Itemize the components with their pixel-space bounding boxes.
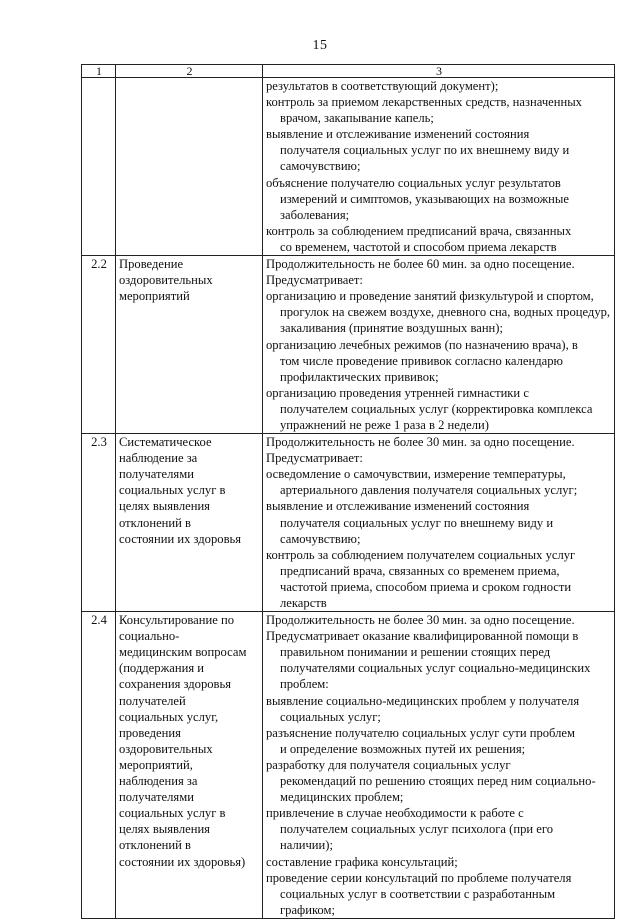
service-name-line: мероприятий <box>119 289 190 304</box>
service-description-line: заболевания; <box>280 207 350 222</box>
service-name-line: Проведение <box>119 257 184 272</box>
service-description-line: выявление социально-медицинских проблем у получателя <box>266 693 580 708</box>
service-name-line: социальных услуг в <box>119 483 226 498</box>
service-description-line: артериального давления получателя социальных услуг; <box>280 483 578 498</box>
service-description-line: организацию и проведение занятий физкультурой и спортом, <box>266 289 594 304</box>
service-name-line: состоянии их здоровья) <box>119 854 246 869</box>
service-description-line: медицинских проблем; <box>280 790 404 805</box>
service-name-line: проведения <box>119 725 181 740</box>
page-number: 15 <box>312 38 328 53</box>
service-description-line: упражнений не реже 1 раза в 2 недели) <box>280 417 489 432</box>
service-description-line: проблем: <box>280 677 329 692</box>
service-name-line: получателей <box>119 693 186 708</box>
table-header-row <box>82 65 615 78</box>
service-description-line: осведомление о самочувствии, измерение температуры, <box>266 467 566 482</box>
header-col-2: 2 <box>116 65 263 78</box>
service-description-line: Продолжительность не более 30 мин. за одно посещение. <box>266 435 575 450</box>
header-col-1: 1 <box>82 65 116 78</box>
service-name-line: медицинским вопросам <box>119 645 247 660</box>
service-description-line: социальных услуг; <box>280 709 381 724</box>
service-description-line: выявление и отслеживание изменений состояния <box>266 127 530 142</box>
service-name-line: мероприятий, <box>119 757 193 772</box>
service-description-line: прогулок на свежем воздухе, дневного сна, водных процедур, <box>280 305 611 320</box>
table-row <box>82 612 615 919</box>
service-description-line: социальных услуг в соответствии с разработанным <box>280 886 556 901</box>
service-description-line: измерений и симптомов, указывающих на возможные <box>280 191 569 206</box>
service-description-line: привлечение в случае необходимости к работе с <box>266 806 524 821</box>
service-description-line: получателем социальных услуг (корректировка комплекса <box>280 401 593 416</box>
service-name-line: получателями <box>119 790 194 805</box>
service-description-line: наличии); <box>280 838 333 853</box>
service-name-line: наблюдение за <box>119 451 198 466</box>
service-description-line: Продолжительность не более 60 мин. за одно посещение. <box>266 257 575 272</box>
service-name-cell <box>116 256 263 434</box>
service-name-cell <box>116 612 263 919</box>
service-name-line: получателями <box>119 467 194 482</box>
service-description-line: со временем, частотой и способом приема лекарств <box>280 239 557 254</box>
service-name-line: оздоровительных <box>119 741 213 756</box>
service-description-line: самочувствию; <box>280 159 361 174</box>
service-description-line: и определение возможных путей их решения; <box>280 741 526 756</box>
service-description-line: рекомендаций по решению стоящих перед ним социально- <box>280 774 596 789</box>
service-description-line: Предусматривает: <box>266 273 363 288</box>
service-description-line: врачом, закапывание капель; <box>280 111 434 126</box>
service-name-line: социальных услуг в <box>119 806 226 821</box>
service-description-cell <box>263 612 615 919</box>
service-name-line: сохранения здоровья <box>119 677 232 692</box>
service-name-line: социально- <box>119 629 180 644</box>
service-name-line: оздоровительных <box>119 273 213 288</box>
service-name-line: наблюдения за <box>119 774 198 789</box>
service-description-line: графиком; <box>280 902 335 917</box>
service-description-line: закаливания (принятие воздушных ванн); <box>280 321 503 336</box>
service-description-line: контроль за приемом лекарственных средств, назначенных <box>266 95 582 110</box>
service-name-line: целях выявления <box>119 499 210 514</box>
service-description-line: организацию проведения утренней гимнастики с <box>266 385 529 400</box>
service-description-line: профилактических прививок; <box>280 369 439 384</box>
service-name-line: социальных услуг, <box>119 709 219 724</box>
row-number-cell <box>82 78 116 256</box>
service-description-line: составление графика консультаций; <box>266 854 458 869</box>
service-description-cell <box>263 256 615 434</box>
service-description-line: получателем социальных услуг психолога (при его <box>280 822 554 837</box>
service-name-line: (поддержания и <box>119 661 205 676</box>
service-description-line: контроль за соблюдением получателем социальных услуг <box>266 547 576 562</box>
service-description-line: разработку для получателя социальных услуг <box>266 757 511 772</box>
service-name-line: Консультирование по <box>119 613 234 628</box>
service-description-line: том числе проведение прививок согласно календарю <box>280 353 563 368</box>
service-name-line: состоянии их здоровья <box>119 531 242 546</box>
service-description-cell <box>263 78 615 256</box>
service-name-line: отклонений в <box>119 515 191 530</box>
service-description-line: разъяснение получателю социальных услуг сути проблем <box>266 725 575 740</box>
service-description-line: Продолжительность не более 30 мин. за одно посещение. <box>266 613 575 628</box>
row-number-cell: 2.3 <box>82 434 116 612</box>
table-row <box>82 78 615 256</box>
service-description-line: организацию лечебных режимов (по назначению врача), в <box>266 337 578 352</box>
service-description-line: частотой приема, способом приема и сроком годности <box>280 579 572 594</box>
service-description-line: контроль за соблюдением предписаний врача, связанных <box>266 223 572 238</box>
service-name-cell <box>116 78 263 256</box>
table-row <box>82 256 615 434</box>
row-number-cell: 2.4 <box>82 612 116 919</box>
row-number-cell: 2.2 <box>82 256 116 434</box>
service-description-line: правильном понимании и решении стоящих перед <box>280 645 551 660</box>
service-description-line: предписаний врача, связанных со временем приема, <box>280 563 560 578</box>
service-description-line: Предусматривает оказание квалифицированной помощи в <box>266 629 579 644</box>
service-name-line: целях выявления <box>119 822 210 837</box>
service-description-line: объяснение получателю социальных услуг результатов <box>266 175 561 190</box>
service-description-line: Предусматривает: <box>266 451 363 466</box>
service-description-line: получателями социальных услуг социально-медицинских <box>280 661 591 676</box>
table-body <box>82 78 615 919</box>
services-table <box>81 64 615 919</box>
service-description-cell <box>263 434 615 612</box>
service-name-line: отклонений в <box>119 838 191 853</box>
service-description-line: получателя социальных услуг по их внешнему виду и <box>280 143 570 158</box>
service-description-line: получателя социальных услуг по внешнему виду и <box>280 515 554 530</box>
service-description-line: выявление и отслеживание изменений состояния <box>266 499 530 514</box>
header-col-3: 3 <box>263 65 615 78</box>
service-description-line: проведение серии консультаций по проблеме получателя <box>266 870 572 885</box>
service-name-line: Систематическое <box>119 435 212 450</box>
service-description-line: результатов в соответствующий документ); <box>266 79 499 93</box>
table-row <box>82 434 615 612</box>
service-description-line: лекарств <box>280 596 327 610</box>
service-name-cell <box>116 434 263 612</box>
service-description-line: самочувствию; <box>280 531 361 546</box>
